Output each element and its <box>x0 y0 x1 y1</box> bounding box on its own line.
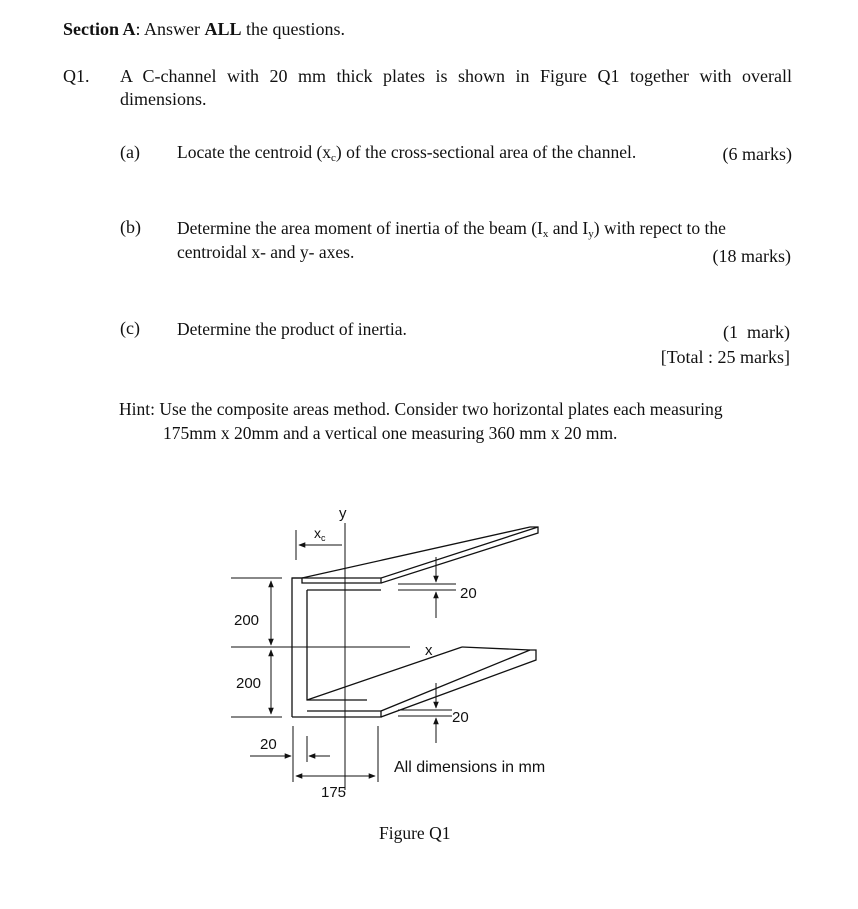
channel-top-flange-front <box>292 578 381 583</box>
xc-label-main: x <box>314 525 321 541</box>
xc-label <box>314 525 326 543</box>
y-axis-label: y <box>339 505 347 522</box>
part-c-text: Determine the product of inertia. <box>177 319 407 339</box>
section-colon: : Answer <box>135 19 205 39</box>
bottom-flange-top-edge-2 <box>462 647 530 650</box>
part-c-total: [Total : 25 marks] <box>660 347 790 367</box>
part-a-text-after: ) of the cross-sectional area of the channel. <box>335 142 637 162</box>
channel-drawing <box>292 527 538 717</box>
top-flange-edge <box>381 527 538 578</box>
part-a-marks: (6 marks) <box>722 144 792 164</box>
dim-width: 175 <box>321 784 347 801</box>
xc-label-sub: c <box>321 533 326 543</box>
section-label: Section A <box>63 19 136 39</box>
section-all: ALL <box>204 19 242 39</box>
part-b-mid: and I <box>548 218 589 238</box>
part-b-sub-2: y <box>588 228 594 240</box>
part-c-label: (c) <box>120 318 140 338</box>
bottom-dimensions <box>250 726 378 782</box>
section-rest: the questions. <box>241 19 346 39</box>
part-c-marks: (1 mark) <box>723 322 790 342</box>
dim-lower-half: 200 <box>236 675 262 692</box>
part-b-after: ) with repect to the <box>593 218 726 238</box>
part-b-before: Determine the area moment of inertia of the beam (I <box>177 218 543 238</box>
part-b-sub-1: x <box>542 228 549 240</box>
question-line-2: dimensions. <box>120 89 207 109</box>
bottom-thickness-dimension <box>398 683 452 743</box>
dim-top-thickness: 20 <box>460 585 477 602</box>
dimensions-note: All dimensions in mm <box>394 759 546 776</box>
x-axis-label: x <box>425 642 433 659</box>
hint-line-2: 175mm x 20mm and a vertical one measuring 360 mm x 20 mm. <box>163 423 618 443</box>
hint-line-1: Hint: Use the composite areas method. Consider two horizontal plates each measuring <box>119 399 723 419</box>
question-line-1: A C-channel with 20 mm thick plates is shown in Figure Q1 together with overall <box>120 66 792 86</box>
bottom-flange-extension <box>381 650 536 717</box>
part-b-marks: (18 marks) <box>712 246 791 266</box>
axes <box>231 523 410 790</box>
part-a-sub: c <box>331 152 336 164</box>
part-a-text-before: Locate the centroid (x <box>177 142 332 162</box>
question-number: Q1. <box>63 66 90 86</box>
dim-bottom-thickness: 20 <box>452 709 469 726</box>
part-b-label: (b) <box>120 217 141 237</box>
top-thickness-dimension <box>398 557 456 618</box>
top-flange <box>302 527 538 583</box>
channel-inner-profile <box>307 590 367 700</box>
part-a-label: (a) <box>120 142 140 162</box>
figure-caption: Figure Q1 <box>379 823 451 843</box>
part-b-line-2: centroidal x- and y- axes. <box>177 242 355 262</box>
bottom-flange-top-edge <box>307 647 462 700</box>
dim-upper-half: 200 <box>234 612 260 629</box>
dim-web: 20 <box>260 736 277 753</box>
bottom-flange <box>292 711 381 717</box>
